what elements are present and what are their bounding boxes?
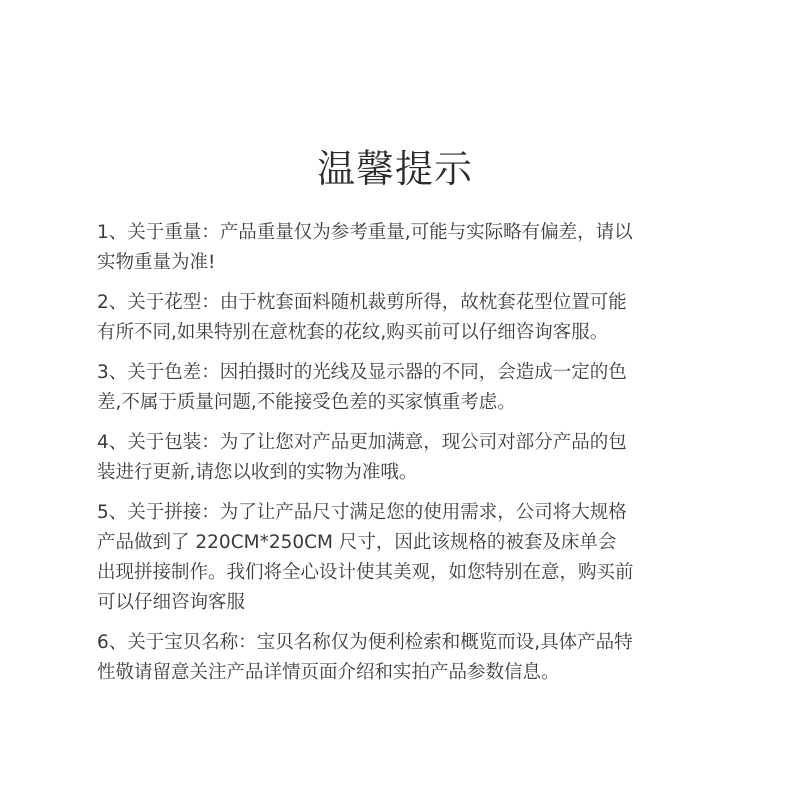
- notice-line: 装进行更新,请您以收到的实物为准哦。: [97, 462, 418, 483]
- notice-line: 3、关于色差：因拍摄时的光线及显示器的不同，会造成一定的色: [97, 362, 627, 383]
- notice-item-pattern: [97, 288, 699, 348]
- notice-item-product-name: [97, 628, 699, 688]
- notice-line: 6、关于宝贝名称：宝贝名称仅为便利检索和概览而设,具体产品特: [97, 632, 633, 653]
- notice-item-color-difference: [97, 358, 699, 418]
- notice-line: 可以仔细咨询客服: [97, 592, 246, 613]
- notice-item-packaging: [97, 428, 699, 488]
- page-title: 温馨提示: [316, 147, 473, 192]
- notice-line: 5、关于拼接：为了让产品尺寸满足您的使用需求，公司将大规格: [97, 502, 627, 523]
- notice-list: [97, 218, 699, 698]
- notice-line: 2、关于花型：由于枕套面料随机裁剪所得，故枕套花型位置可能: [97, 292, 627, 313]
- notice-line: 出现拼接制作。我们将全心设计使其美观，如您特别在意，购买前: [97, 562, 634, 583]
- notice-line: 4、关于包装：为了让您对产品更加满意，现公司对部分产品的包: [97, 432, 627, 453]
- notice-line: 1、关于重量：产品重量仅为参考重量,可能与实际略有偏差，请以: [97, 222, 633, 243]
- notice-line: 有所不同,如果特别在意枕套的花纹,购买前可以仔细咨询客服。: [97, 322, 609, 343]
- notice-line: 性敬请留意关注产品详情页面介绍和实拍产品参数信息。: [97, 662, 560, 683]
- notice-line: 产品做到了 220CM*250CM 尺寸，因此该规格的被套及床单会: [97, 532, 617, 553]
- notice-line: 差,不属于质量问题,不能接受色差的买家慎重考虑。: [97, 392, 516, 413]
- notice-item-weight: [97, 218, 699, 278]
- notice-line: 实物重量为准!: [97, 252, 216, 273]
- notice-item-splicing: [97, 498, 699, 618]
